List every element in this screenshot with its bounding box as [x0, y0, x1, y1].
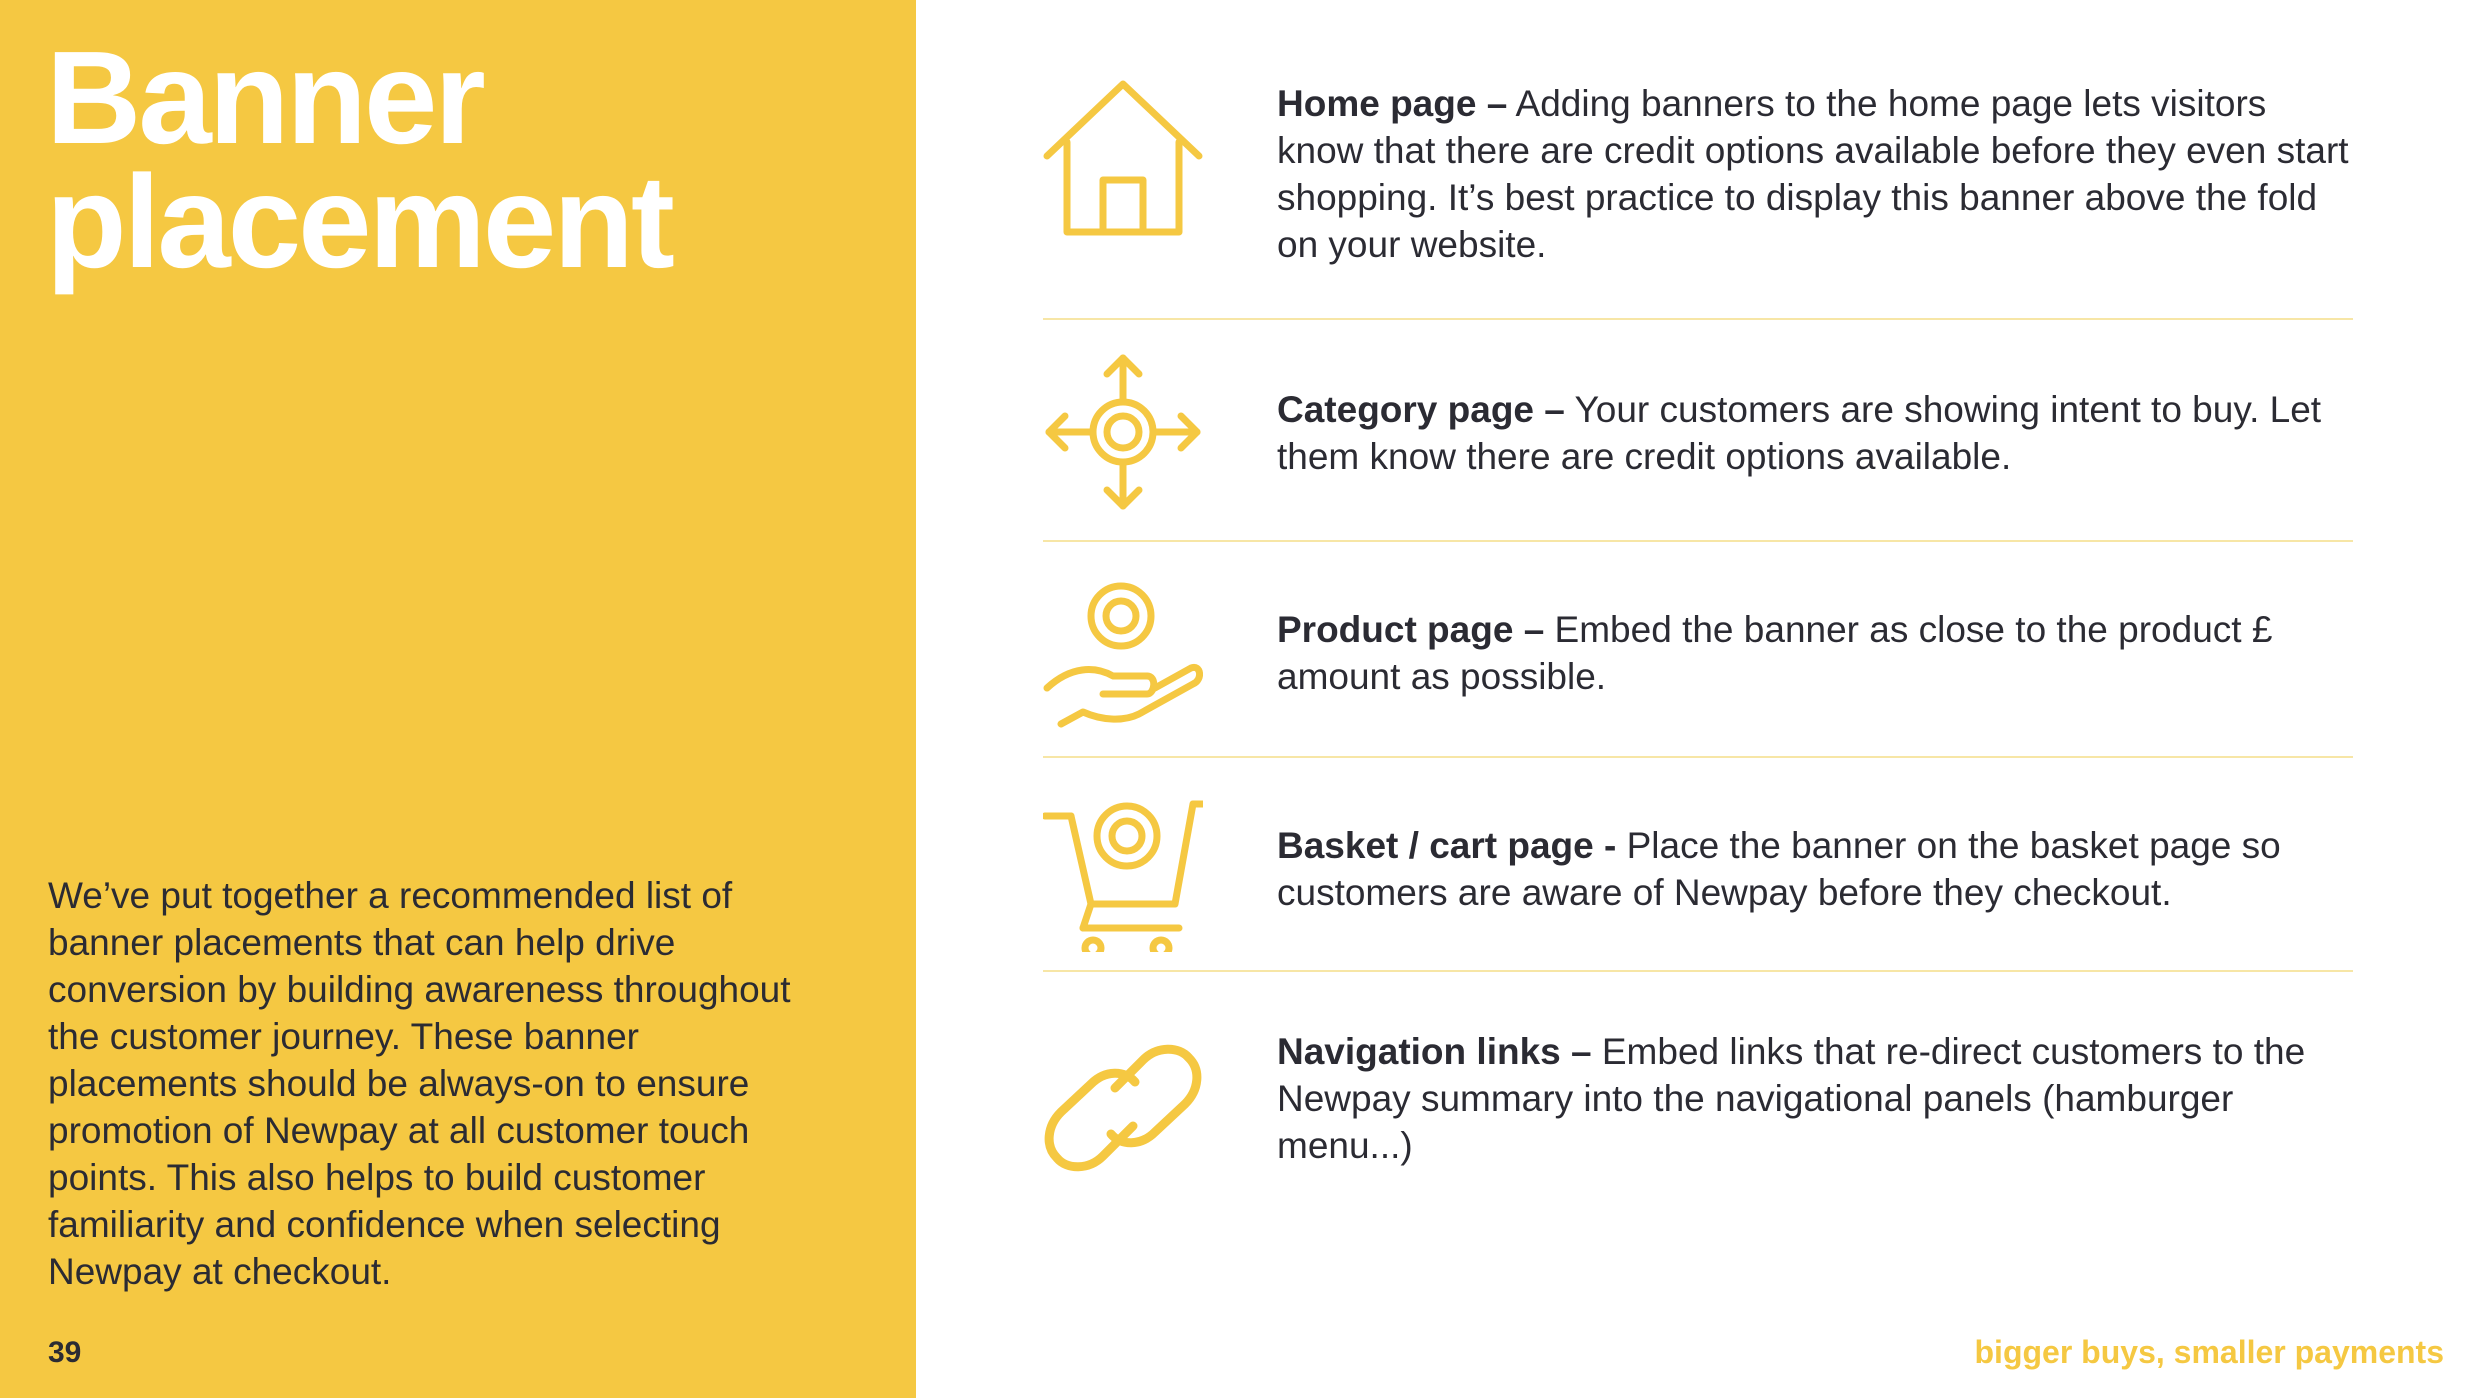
title-line-1: Banner	[46, 24, 483, 171]
placement-text-category	[1277, 386, 2357, 480]
placement-heading-cart: Basket / cart page -	[1277, 825, 1617, 866]
title-line-2: placement	[46, 148, 672, 295]
placement-body-home: Adding banners to the home page lets visitors know that there are credit options available before they even start shopping. It’s best practice to display this banner above the fold on your website.	[1277, 83, 2349, 265]
divider	[1043, 318, 2353, 320]
placement-heading-navigation: Navigation links –	[1277, 1031, 1592, 1072]
page-number: 39	[48, 1336, 82, 1369]
placement-text-cart	[1277, 822, 2357, 916]
hand-coin-icon	[1043, 576, 1203, 736]
house-icon	[1043, 80, 1203, 240]
tagline: bigger buys, smaller payments	[1974, 1334, 2444, 1370]
placement-heading-category: Category page –	[1277, 389, 1565, 430]
placement-body-navigation: Embed links that re-direct customers to the Newpay summary into the navigational panels (hamburger menu...)	[1277, 1031, 2306, 1166]
placement-body-cart: Place the banner on the basket page so customers are aware of Newpay before they checkout.	[1277, 825, 2281, 913]
placement-text-home	[1277, 80, 2357, 268]
intro-paragraph: We’ve put together a recommended list of banner placements that can help drive conversion by building awareness throughout the customer journey. These banner placements should be always-on to ensure promotion of Newpay at all customer touch points. This also helps to build customer familiarity and confidence when selecting Newpay at checkout.	[48, 875, 791, 1292]
placement-heading-product: Product page –	[1277, 609, 1545, 650]
placement-text-product	[1277, 606, 2357, 700]
placement-body-product: Embed the banner as close to the product £ amount as possible.	[1277, 609, 2273, 697]
placement-heading-home: Home page –	[1277, 83, 1508, 124]
divider	[1043, 756, 2353, 758]
placement-text-navigation	[1277, 1028, 2357, 1169]
left-panel	[0, 0, 916, 1398]
divider	[1043, 970, 2353, 972]
cart-coin-icon	[1043, 792, 1203, 952]
page-title	[46, 24, 672, 295]
placement-body-category: Your customers are showing intent to buy. Let them know there are credit options available.	[1277, 389, 2322, 477]
divider	[1043, 540, 2353, 542]
chain-link-icon	[1043, 1028, 1203, 1188]
move-arrows-icon	[1043, 352, 1203, 512]
